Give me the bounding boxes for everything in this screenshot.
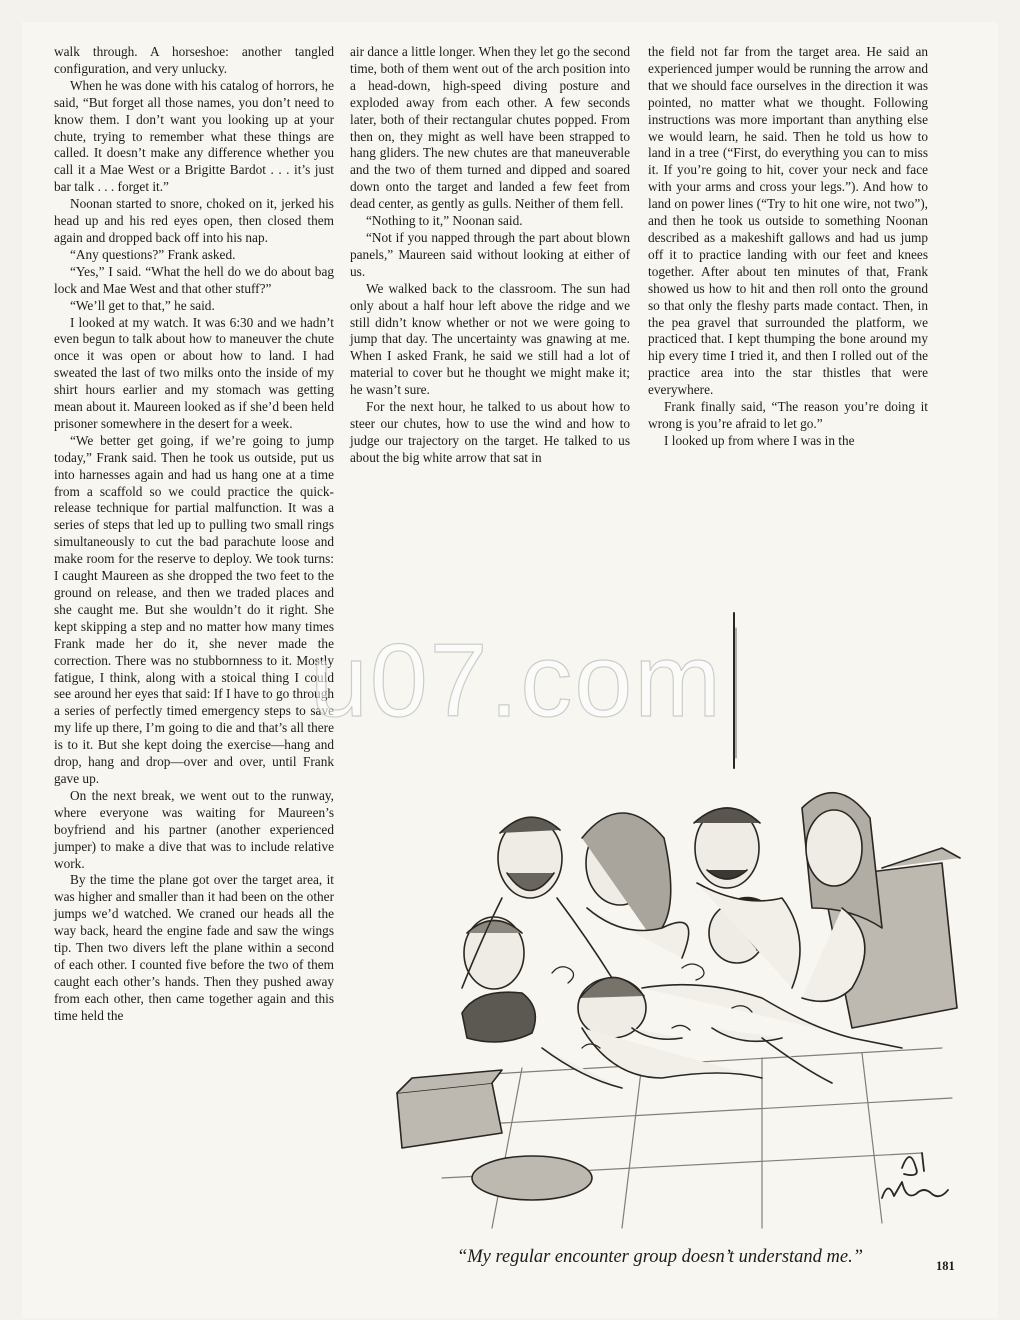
plaid-pillow (462, 992, 535, 1042)
watermark: u07.com (310, 623, 723, 739)
text-column-2 (350, 44, 630, 467)
article-paragraph: Frank finally said, “The reason you’re doing it wrong is you’re afraid to let go.” (648, 399, 928, 431)
article-paragraph: I looked up from where I was in the (664, 432, 855, 448)
text-column-1 (54, 44, 334, 1025)
article-paragraph: On the next break, we went out to the runway, where everyone was waiting for Maureen’s boyfriend and his partner (another experienced jumper) to make a dive that was to include relative work. (54, 787, 334, 871)
article-paragraph: “We better get going, if we’re going to jump today,” Frank said. Then he took us outside, put us into harnesses again and had us hang one at a time from a scaffold so we could practice the quick-release technique for partial malfunction. It was a series of steps that led up to pulling two small rings simultaneously to cut the bad parachute loose and make room for the reserve to deploy. We took turns: I caught Maureen as she dropped the two feet to the ground on release, and then we traded places and she caught me. But she wouldn’t do it right. She kept skipping a step and no matter how many times Frank made her do it, she never made the correction. There was no stubbornness to it. Mostly fatigue, I think, along with a stoical thing I could see around her eyes that said: If I have to go through a series of perfectly timed emergency steps to save my life up there, I’m going to die and that’s all there is to it. But she kept doing the exercise—hang and drop, hang and drop—over and over, until Frank gave up. (54, 432, 334, 786)
cartoon-caption: “My regular encounter group doesn’t understand me.” (456, 1247, 864, 1267)
article-paragraph: “Nothing to it,” Noonan said. (366, 213, 523, 229)
article-paragraph: “Yes,” I said. “What the hell do we do about bag lock and Mae West and that other stuff?” (54, 263, 334, 296)
article-paragraph: By the time the plane got over the target area, it was higher and smaller than it had been on the other jumps we’d watched. We craned our heads all the way back, heard the engine fade and saw the wings tip. Then two divers left the plane within a second of each other. I counted five before the two of them caught each other’s hands. Then they pushed away from each other, then came together again and this time held the (54, 872, 334, 1023)
article-paragraph: For the next hour, he talked to us about how to steer our chutes, how to use the wind and how to judge our trajectory on the target. He talked to us about the big white arrow that sat in (350, 399, 630, 465)
article-paragraph: We walked back to the classroom. The sun had only about a half hour left above the ridge and we still didn’t know whether or not we were going to jump that day. The uncertainty was gnawing at me. When I asked Frank, he said we still had a lot of material to cover but he thought we might make it; he wasn’t sure. (350, 280, 630, 398)
article-paragraph: the field not far from the target area. He said an experienced jumper would be running the arrow and that we should face ourselves in the direction it was pointed, no matter what we thought. Following instructions was more important than anything else we would learn, he said. Then he told us how to land in a tree (“First, do everything you can to miss it. If you’re going to hit, cover your neck and face with your arms and cross your legs.”). And how to land on power lines (“Try to hit one wire, not two”), and then he took us outside to something Noonan described as a makeshift gallows and had us jump off it to practice landing with our feet and knees together. After about ten minutes of that, Frank showed us how to hit and then roll onto the ground so that only the fleshy parts made contact. Then, in the pea gravel that surrounded the platform, we practiced that. I kept thumping the bone around my hip every time I tried it, and then I rolled out of the practice area into the star thistles that were everywhere. (648, 44, 928, 398)
article-paragraph: When he was done with his catalog of horrors, he said, “But forget all those names, you don’t need to know them. I don’t want you looking up at your chute, trying to remember what these things are called. It doesn’t make any difference whether you call it a Mae West or a Brigitte Bardot . . . it’s just bar talk . . . forget it.” (54, 77, 334, 195)
article-paragraph: walk through. A horseshoe: another tangled configuration, and very unlucky. (54, 44, 334, 76)
artist-signature (882, 1153, 948, 1198)
article-paragraph: Noonan started to snore, choked on it, jerked his head up and his red eyes open, then closed them again and dropped back off into his nap. (54, 196, 334, 245)
article-paragraph: “Any questions?” Frank asked. (70, 246, 236, 262)
article-paragraph: “We’ll get to that,” he said. (70, 297, 215, 313)
article-paragraph: “Not if you napped through the part about blown panels,” Maureen said without looking at either of us. (350, 229, 630, 279)
page-number: 181 (936, 1259, 955, 1273)
cartoon-illustration (382, 608, 980, 1236)
article-paragraph: air dance a little longer. When they let go the second time, both of them went out of the arch position into a head-down, high-speed diving posture and exploded away from each other. A few seconds later, both of their rectangular chutes popped. From then on, they might as well have been strapped to hang gliders. The new chutes are that maneuverable and the two of them turned and dipped and soared down onto the target and landed a few feet from dead center, as gently as gulls. Neither of them fell. (350, 44, 630, 212)
article-paragraph: I looked at my watch. It was 6:30 and we hadn’t even begun to talk about how to maneuver the chute once it was open or about how to land. I had sweated the last of two milks onto the inside of my shirt hours earlier and my stomach was getting mean about it. Maureen looked as if she’d been held prisoner somewhere in the desert for a week. (54, 314, 334, 431)
text-column-3 (648, 44, 928, 450)
